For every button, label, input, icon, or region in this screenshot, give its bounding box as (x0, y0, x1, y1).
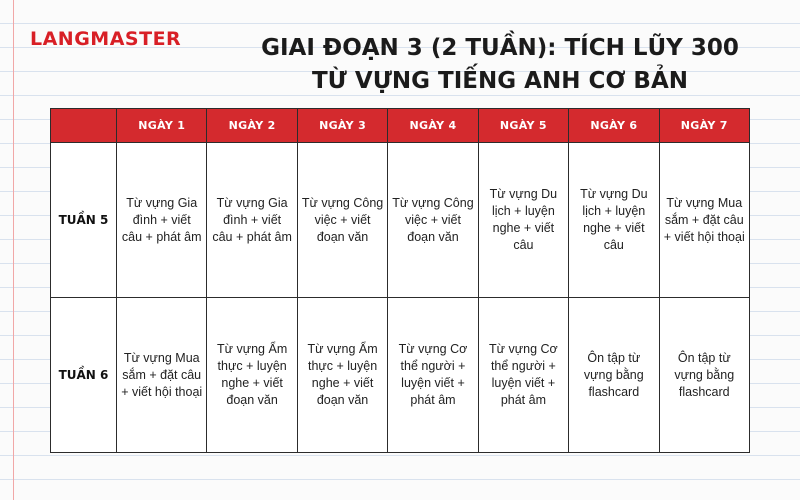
column-header-day-5: NGÀY 5 (478, 109, 568, 143)
page-title (230, 32, 770, 98)
table-cell: Từ vựng Mua sắm + đặt câu + viết hội thoại (117, 298, 207, 453)
table-cell: Từ vựng Gia đình + viết câu + phát âm (117, 143, 207, 298)
table-row (51, 143, 750, 298)
table-cell: Từ vựng Du lịch + luyện nghe + viết câu (478, 143, 568, 298)
column-header-day-3: NGÀY 3 (297, 109, 387, 143)
page-title-line-2: TỪ VỰNG TIẾNG ANH CƠ BẢN (311, 68, 689, 94)
table-cell: Từ vựng Ẩm thực + luyện nghe + viết đoạn văn (297, 298, 387, 453)
column-header-day-7: NGÀY 7 (659, 109, 749, 143)
table-cell: Ôn tập từ vựng bằng flashcard (569, 298, 659, 453)
table-cell: Ôn tập từ vựng bằng flashcard (659, 298, 749, 453)
column-header-day-2: NGÀY 2 (207, 109, 297, 143)
column-header-day-1: NGÀY 1 (117, 109, 207, 143)
table-header-row (51, 109, 750, 143)
table-cell: Từ vựng Cơ thể người + luyện viết + phát âm (478, 298, 568, 453)
study-plan-table (50, 108, 750, 453)
column-header-day-6: NGÀY 6 (569, 109, 659, 143)
row-header-week-6: TUẦN 6 (51, 298, 117, 453)
page-title-line-1: GIAI ĐOẠN 3 (2 TUẦN): TÍCH LŨY 300 (261, 35, 739, 61)
table-corner-cell (51, 109, 117, 143)
table-row (51, 298, 750, 453)
table-cell: Từ vựng Ẩm thực + luyện nghe + viết đoạn văn (207, 298, 297, 453)
table-cell: Từ vựng Gia đình + viết câu + phát âm (207, 143, 297, 298)
table-cell: Từ vựng Công việc + viết đoạn văn (297, 143, 387, 298)
table-cell: Từ vựng Công việc + viết đoạn văn (388, 143, 478, 298)
table-cell: Từ vựng Cơ thể người + luyện viết + phát âm (388, 298, 478, 453)
table-cell: Từ vựng Mua sắm + đặt câu + viết hội thoại (659, 143, 749, 298)
row-header-week-5: TUẦN 5 (51, 143, 117, 298)
brand-logo: LANGMASTER (30, 28, 182, 50)
column-header-day-4: NGÀY 4 (388, 109, 478, 143)
table-cell: Từ vựng Du lịch + luyện nghe + viết câu (569, 143, 659, 298)
